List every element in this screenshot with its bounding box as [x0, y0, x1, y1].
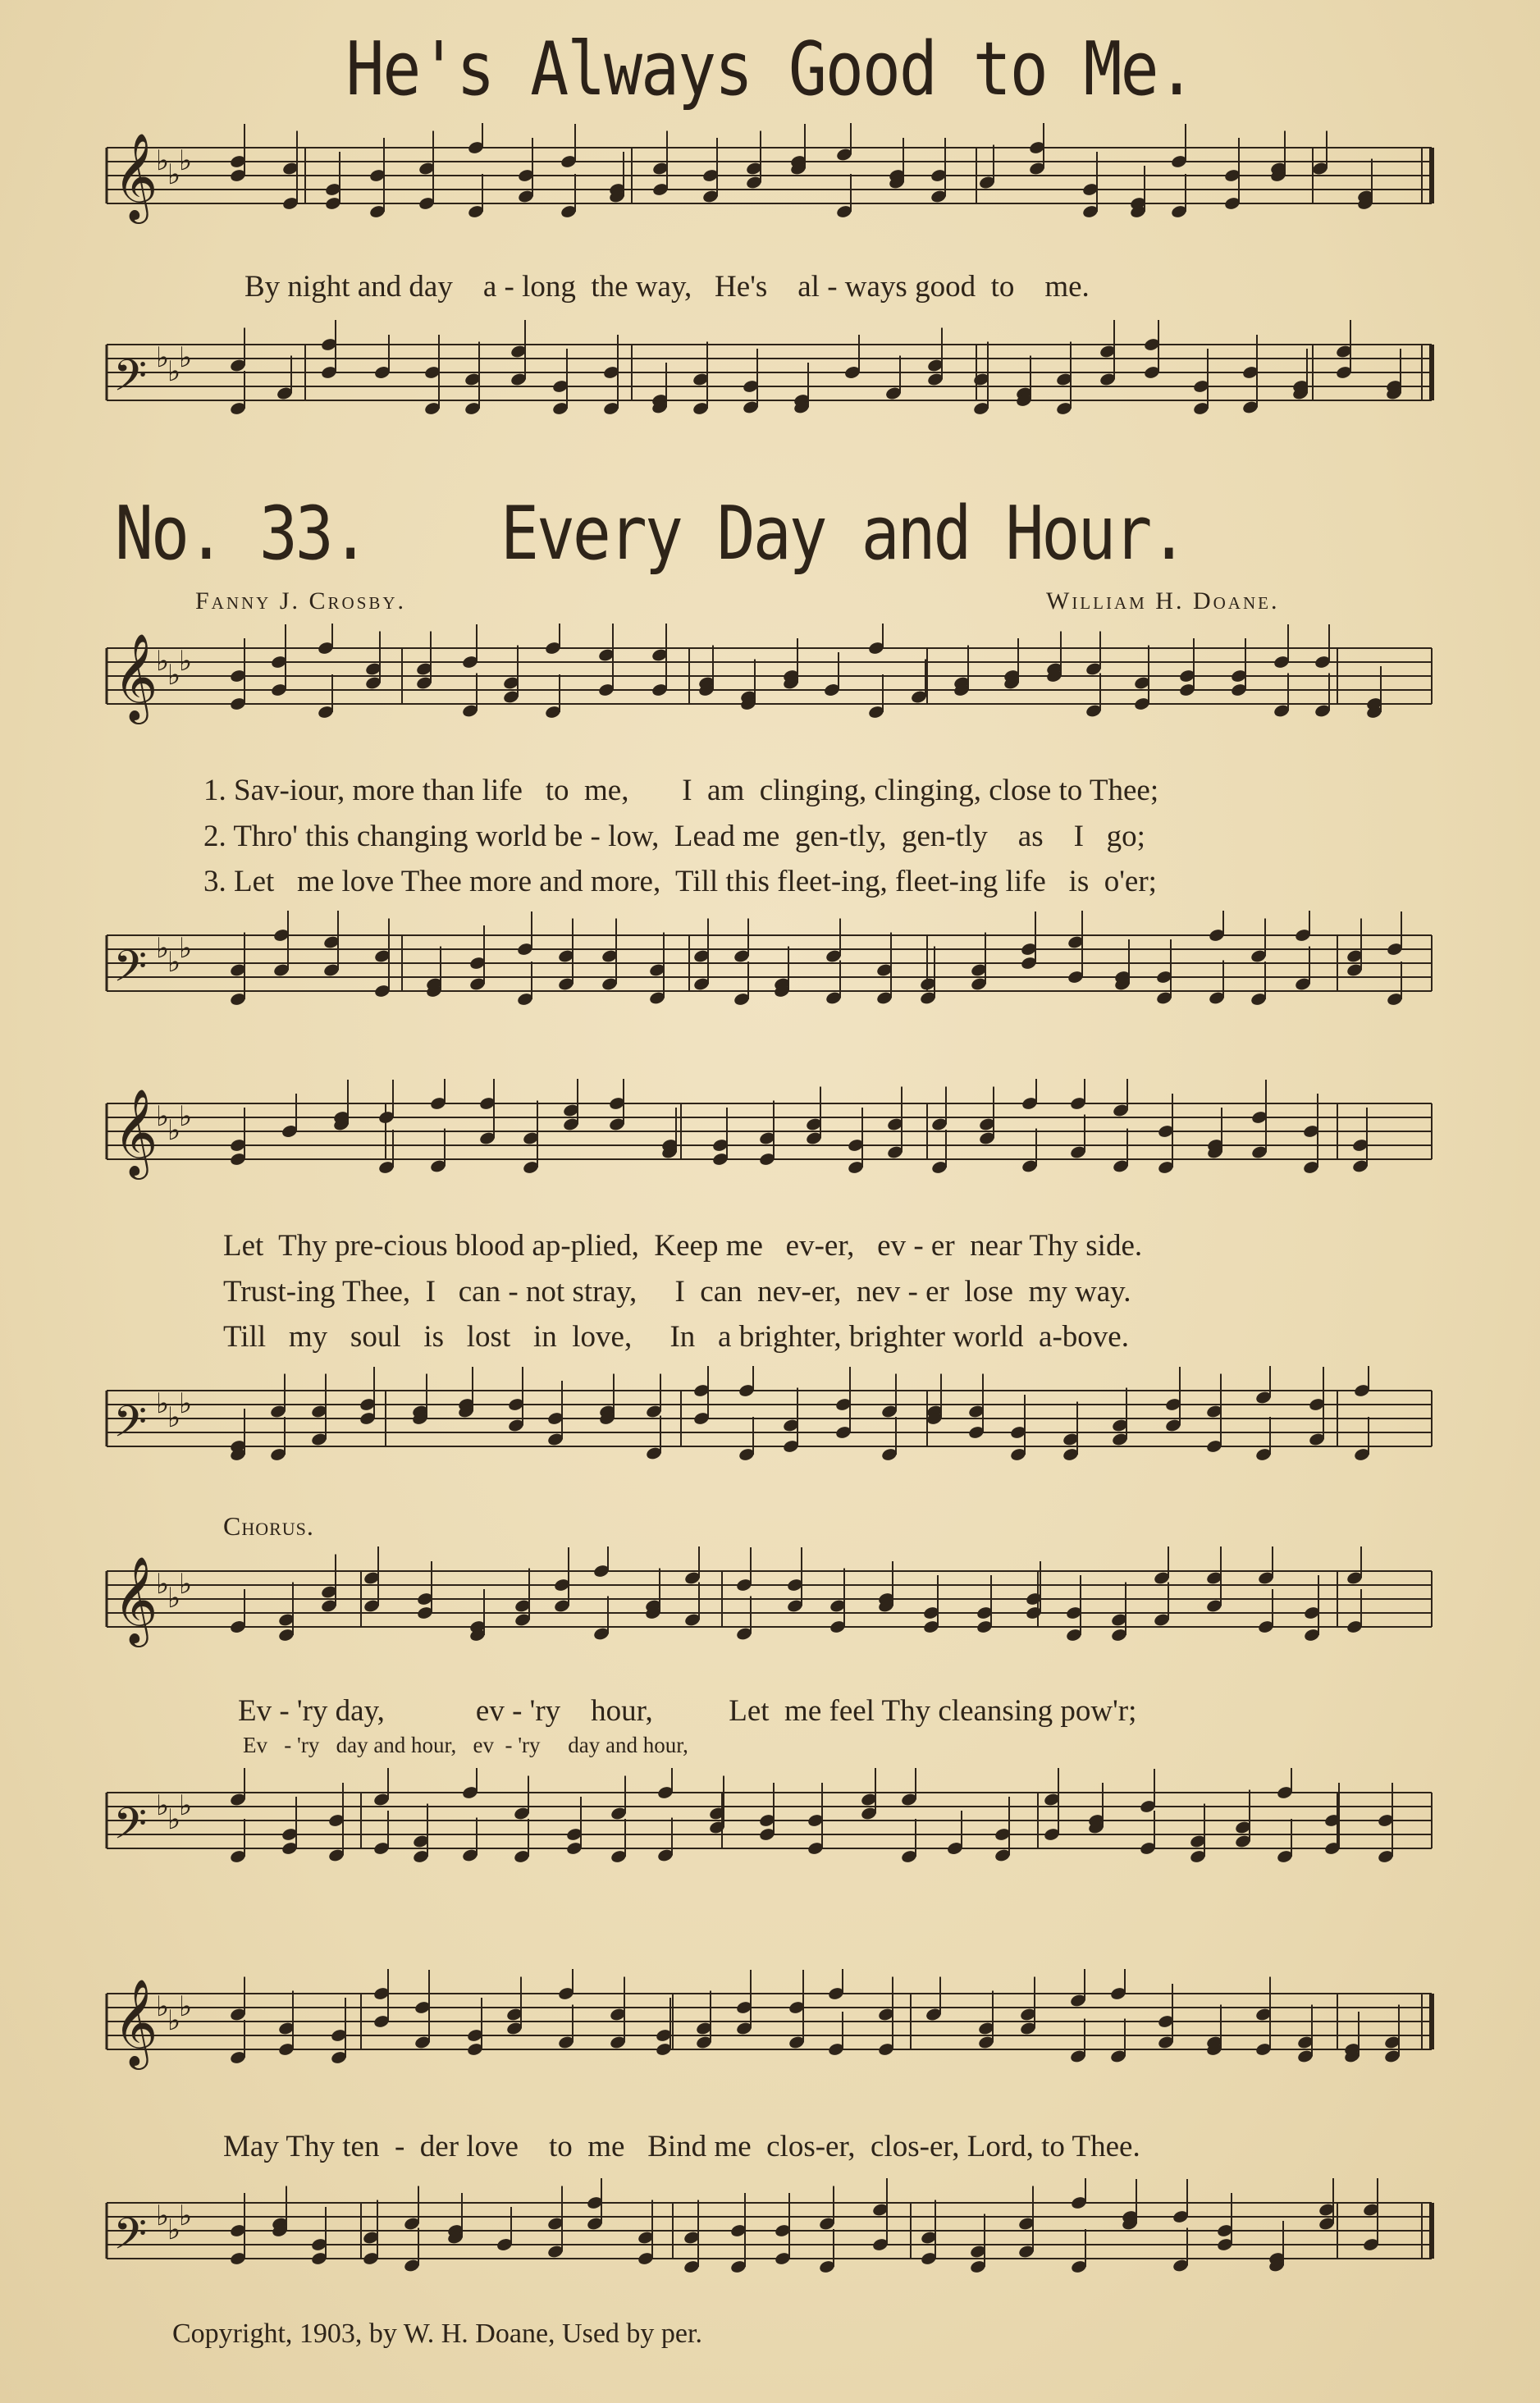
top-bass-staff	[0, 320, 1540, 459]
svg-text:♭: ♭	[179, 932, 193, 965]
svg-text:𝄞: 𝄞	[113, 132, 158, 220]
copyright-notice: Copyright, 1903, by W. H. Doane, Used by per.	[172, 2318, 702, 2349]
svg-text:♭: ♭	[167, 158, 181, 191]
composer: William H. Doane.	[1046, 587, 1280, 614]
top-hymn-lyric: By night and day a - long the way, He's al - ways good to me.	[244, 270, 1090, 304]
chorus-label: Chorus.	[223, 1511, 314, 1541]
svg-text:♭: ♭	[167, 1401, 181, 1434]
svg-text:♭: ♭	[156, 341, 170, 374]
svg-text:♭: ♭	[156, 2200, 170, 2232]
svg-text:♭: ♭	[167, 2004, 181, 2037]
chorus-bass-staff	[0, 1768, 1540, 1932]
svg-text:♭: ♭	[179, 1789, 193, 1822]
svg-text:𝄢: 𝄢	[113, 1799, 148, 1860]
svg-text:♭: ♭	[179, 1100, 193, 1133]
svg-text:𝄢: 𝄢	[113, 1397, 148, 1458]
svg-text:♭: ♭	[156, 645, 170, 678]
verse-2-line-1: 2. Thro' this changing world be - low, Lead me gen-tly, gen-tly as I go;	[203, 820, 1145, 853]
svg-text:♭: ♭	[156, 144, 170, 177]
svg-text:♭: ♭	[179, 1568, 193, 1601]
chorus-lyric-2: May Thy ten - der love to me Bind me clos-er, clos-er, Lord, to Thee.	[223, 2130, 1140, 2163]
chorus-lyric-1: Ev - 'ry day, ev - 'ry hour, Let me feel Thy cleansing pow'r;	[238, 1694, 1137, 1728]
svg-text:♭: ♭	[167, 355, 181, 388]
system4-bass-staff	[0, 2178, 1540, 2301]
svg-text:𝄞: 𝄞	[113, 633, 158, 720]
svg-text:♭: ♭	[156, 1100, 170, 1133]
system2-treble-staff	[0, 1079, 1540, 1202]
svg-text:♭: ♭	[179, 341, 193, 374]
top-hymn-title: He's Always Good to Me.	[345, 27, 1195, 112]
svg-text:♭: ♭	[167, 659, 181, 692]
svg-text:𝄞: 𝄞	[113, 1088, 158, 1176]
svg-text:♭: ♭	[156, 1789, 170, 1822]
svg-text:♭: ♭	[167, 1582, 181, 1615]
svg-text:♭: ♭	[167, 1803, 181, 1836]
verse-1-line-1: 1. Sav-iour, more than life to me, I am clinging, clinging, close to Thee;	[203, 774, 1159, 807]
system1-treble-staff	[0, 624, 1540, 747]
svg-text:𝄞: 𝄞	[113, 1556, 158, 1643]
author: Fanny J. Crosby.	[195, 587, 407, 614]
top-treble-staff	[0, 123, 1540, 246]
hymn-title: Every Day and Hour.	[500, 491, 1186, 577]
svg-text:♭: ♭	[179, 645, 193, 678]
svg-text:♭: ♭	[156, 1387, 170, 1420]
svg-text:𝄢: 𝄢	[113, 351, 148, 412]
svg-text:♭: ♭	[167, 1114, 181, 1147]
svg-text:♭: ♭	[167, 2213, 181, 2246]
svg-text:♭: ♭	[179, 1990, 193, 2023]
verse-2-line-2: Trust-ing Thee, I can - not stray, I can nev-er, nev - er lose my way.	[223, 1275, 1131, 1309]
chorus-echo-lyric: Ev - 'ry day and hour, ev - 'ry day and hour,	[243, 1733, 688, 1757]
verse-3-line-1: 3. Let me love Thee more and more, Till this fleet-ing, fleet-ing life is o'er;	[203, 865, 1157, 898]
system1-bass-staff	[0, 911, 1540, 1050]
svg-text:♭: ♭	[156, 1568, 170, 1601]
svg-text:♭: ♭	[167, 946, 181, 979]
chorus-treble-staff	[0, 1546, 1540, 1670]
svg-text:♭: ♭	[179, 2200, 193, 2232]
svg-text:♭: ♭	[156, 1990, 170, 2023]
svg-text:𝄢: 𝄢	[113, 942, 148, 1003]
svg-text:𝄢: 𝄢	[113, 2209, 148, 2270]
system2-bass-staff	[0, 1366, 1540, 1505]
svg-text:♭: ♭	[179, 144, 193, 177]
hymn-number: No. 33.	[115, 491, 368, 577]
svg-text:♭: ♭	[179, 1387, 193, 1420]
verse-3-line-2: Till my soul is lost in love, In a brighter, brighter world a-bove.	[223, 1320, 1129, 1354]
verse-1-line-2: Let Thy pre-cious blood ap-plied, Keep me ev-er, ev - er near Thy side.	[223, 1229, 1143, 1263]
svg-text:𝄞: 𝄞	[113, 1978, 158, 2066]
system4-treble-staff	[0, 1969, 1540, 2092]
svg-text:♭: ♭	[156, 932, 170, 965]
